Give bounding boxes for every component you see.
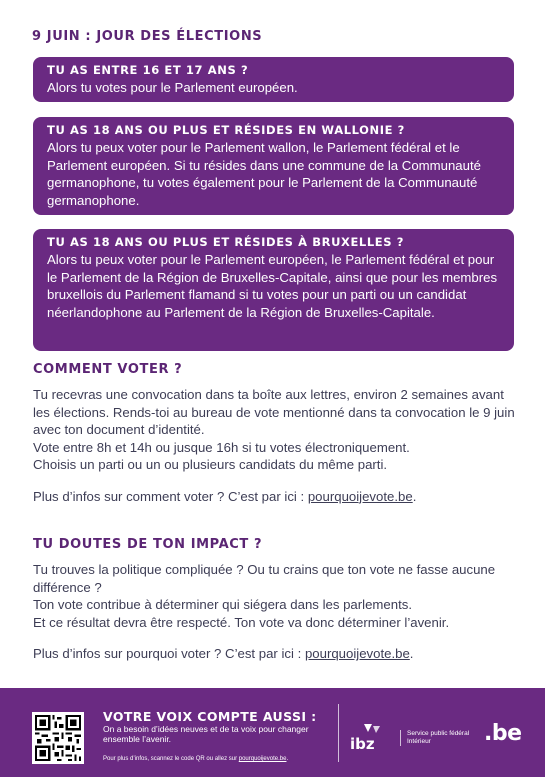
page-title: 9 JUIN : JOUR DES ÉLECTIONS [32,29,263,44]
more-info-text: Plus d’infos sur pourquoi voter ? C’est par ici : [33,646,305,661]
info-box-text: Alors tu peux voter pour le Parlement européen, le Parlement fédéral et pour le Parlement de la Région de Bruxelles-Capitale, ainsi que pour les membres bruxellois du Parlement flamand si tu votes pour un parti ou un candidat néerlandophone au Parlement de la Région de Bruxelles-Capitale. [47,252,498,320]
footer-small-text: Pour plus d’infos, scannez le code QR ou allez sur [103,756,239,762]
footer-small-print [103,755,333,763]
footer-title: VOTRE VOIX COMPTE AUSSI : [103,709,317,724]
more-info-suffix: . [412,488,417,504]
qr-code-icon[interactable] [32,712,84,764]
footer-banner [0,688,545,777]
section-paragraph: Choisis un parti ou un ou plusieurs candidats du même parti. [33,457,388,472]
be-logo: .be [484,721,522,746]
info-box-title: TU AS 18 ANS OU PLUS ET RÉSIDES À BRUXELLES ? [47,235,404,249]
pourquoijevote-link[interactable]: pourquoijevote.be [304,646,410,661]
info-box-title: TU AS 18 ANS OU PLUS ET RÉSIDES EN WALLONIE ? [47,123,405,137]
pourquoijevote-link[interactable]: pourquoijevote.be [307,488,413,504]
info-box-bruxelles [33,229,514,351]
more-info-suffix: . [409,646,414,661]
footer-divider [338,704,339,762]
section-title: COMMENT VOTER ? [33,362,183,377]
info-box-title: TU AS ENTRE 16 ET 17 ANS ? [47,63,249,77]
info-box-age-16-17 [33,57,514,102]
more-info-line [33,488,523,506]
impact-section [33,537,523,663]
info-box-text: Alors tu peux voter pour le Parlement wallon, le Parlement fédéral et le Parlement européen. Si tu résides dans une commune de la Communauté germanophone, tu votes également pour le Parlement de la Communauté germanophone. [47,140,481,208]
section-paragraph: Ton vote contribue à déterminer qui siégera dans les parlements. [33,597,412,612]
info-box-wallonie [33,117,514,215]
section-paragraph: Et ce résultat devra être respecté. Ton vote va donc déterminer l’avenir. [33,614,450,630]
how-to-vote-section [33,362,523,505]
ibz-logo-icon [350,724,384,752]
ibz-label: Service public fédéral Intérieur [400,730,470,746]
section-paragraph: Tu recevras une convocation dans ta boîte aux lettres, environ 2 semaines avant les élections. Rends-toi au bureau de vote mentionné dans ta convocation le 9 juin avec ton document d’identité. [33,387,515,437]
more-info-line [33,645,523,663]
footer-link[interactable]: pourquoijevote.be [238,756,287,762]
footer-subtitle: On a besoin d’idées neuves et de ta voix pour changer ensemble l’avenir. [103,724,309,744]
info-box-text: Alors tu votes pour le Parlement européen. [47,80,298,95]
more-info-text: Plus d’infos sur comment voter ? C’est par ici : [33,488,308,504]
section-paragraph: Tu trouves la politique compliquée ? Ou tu crains que ton vote ne fasse aucune différence ? [33,562,496,595]
ibz-logo-text: ibz [350,735,375,752]
section-paragraph: Vote entre 8h et 14h ou jusque 16h si tu votes électroniquement. [33,439,410,455]
section-title: TU DOUTES DE TON IMPACT ? [33,537,263,552]
footer-small-suffix: . [286,756,289,762]
